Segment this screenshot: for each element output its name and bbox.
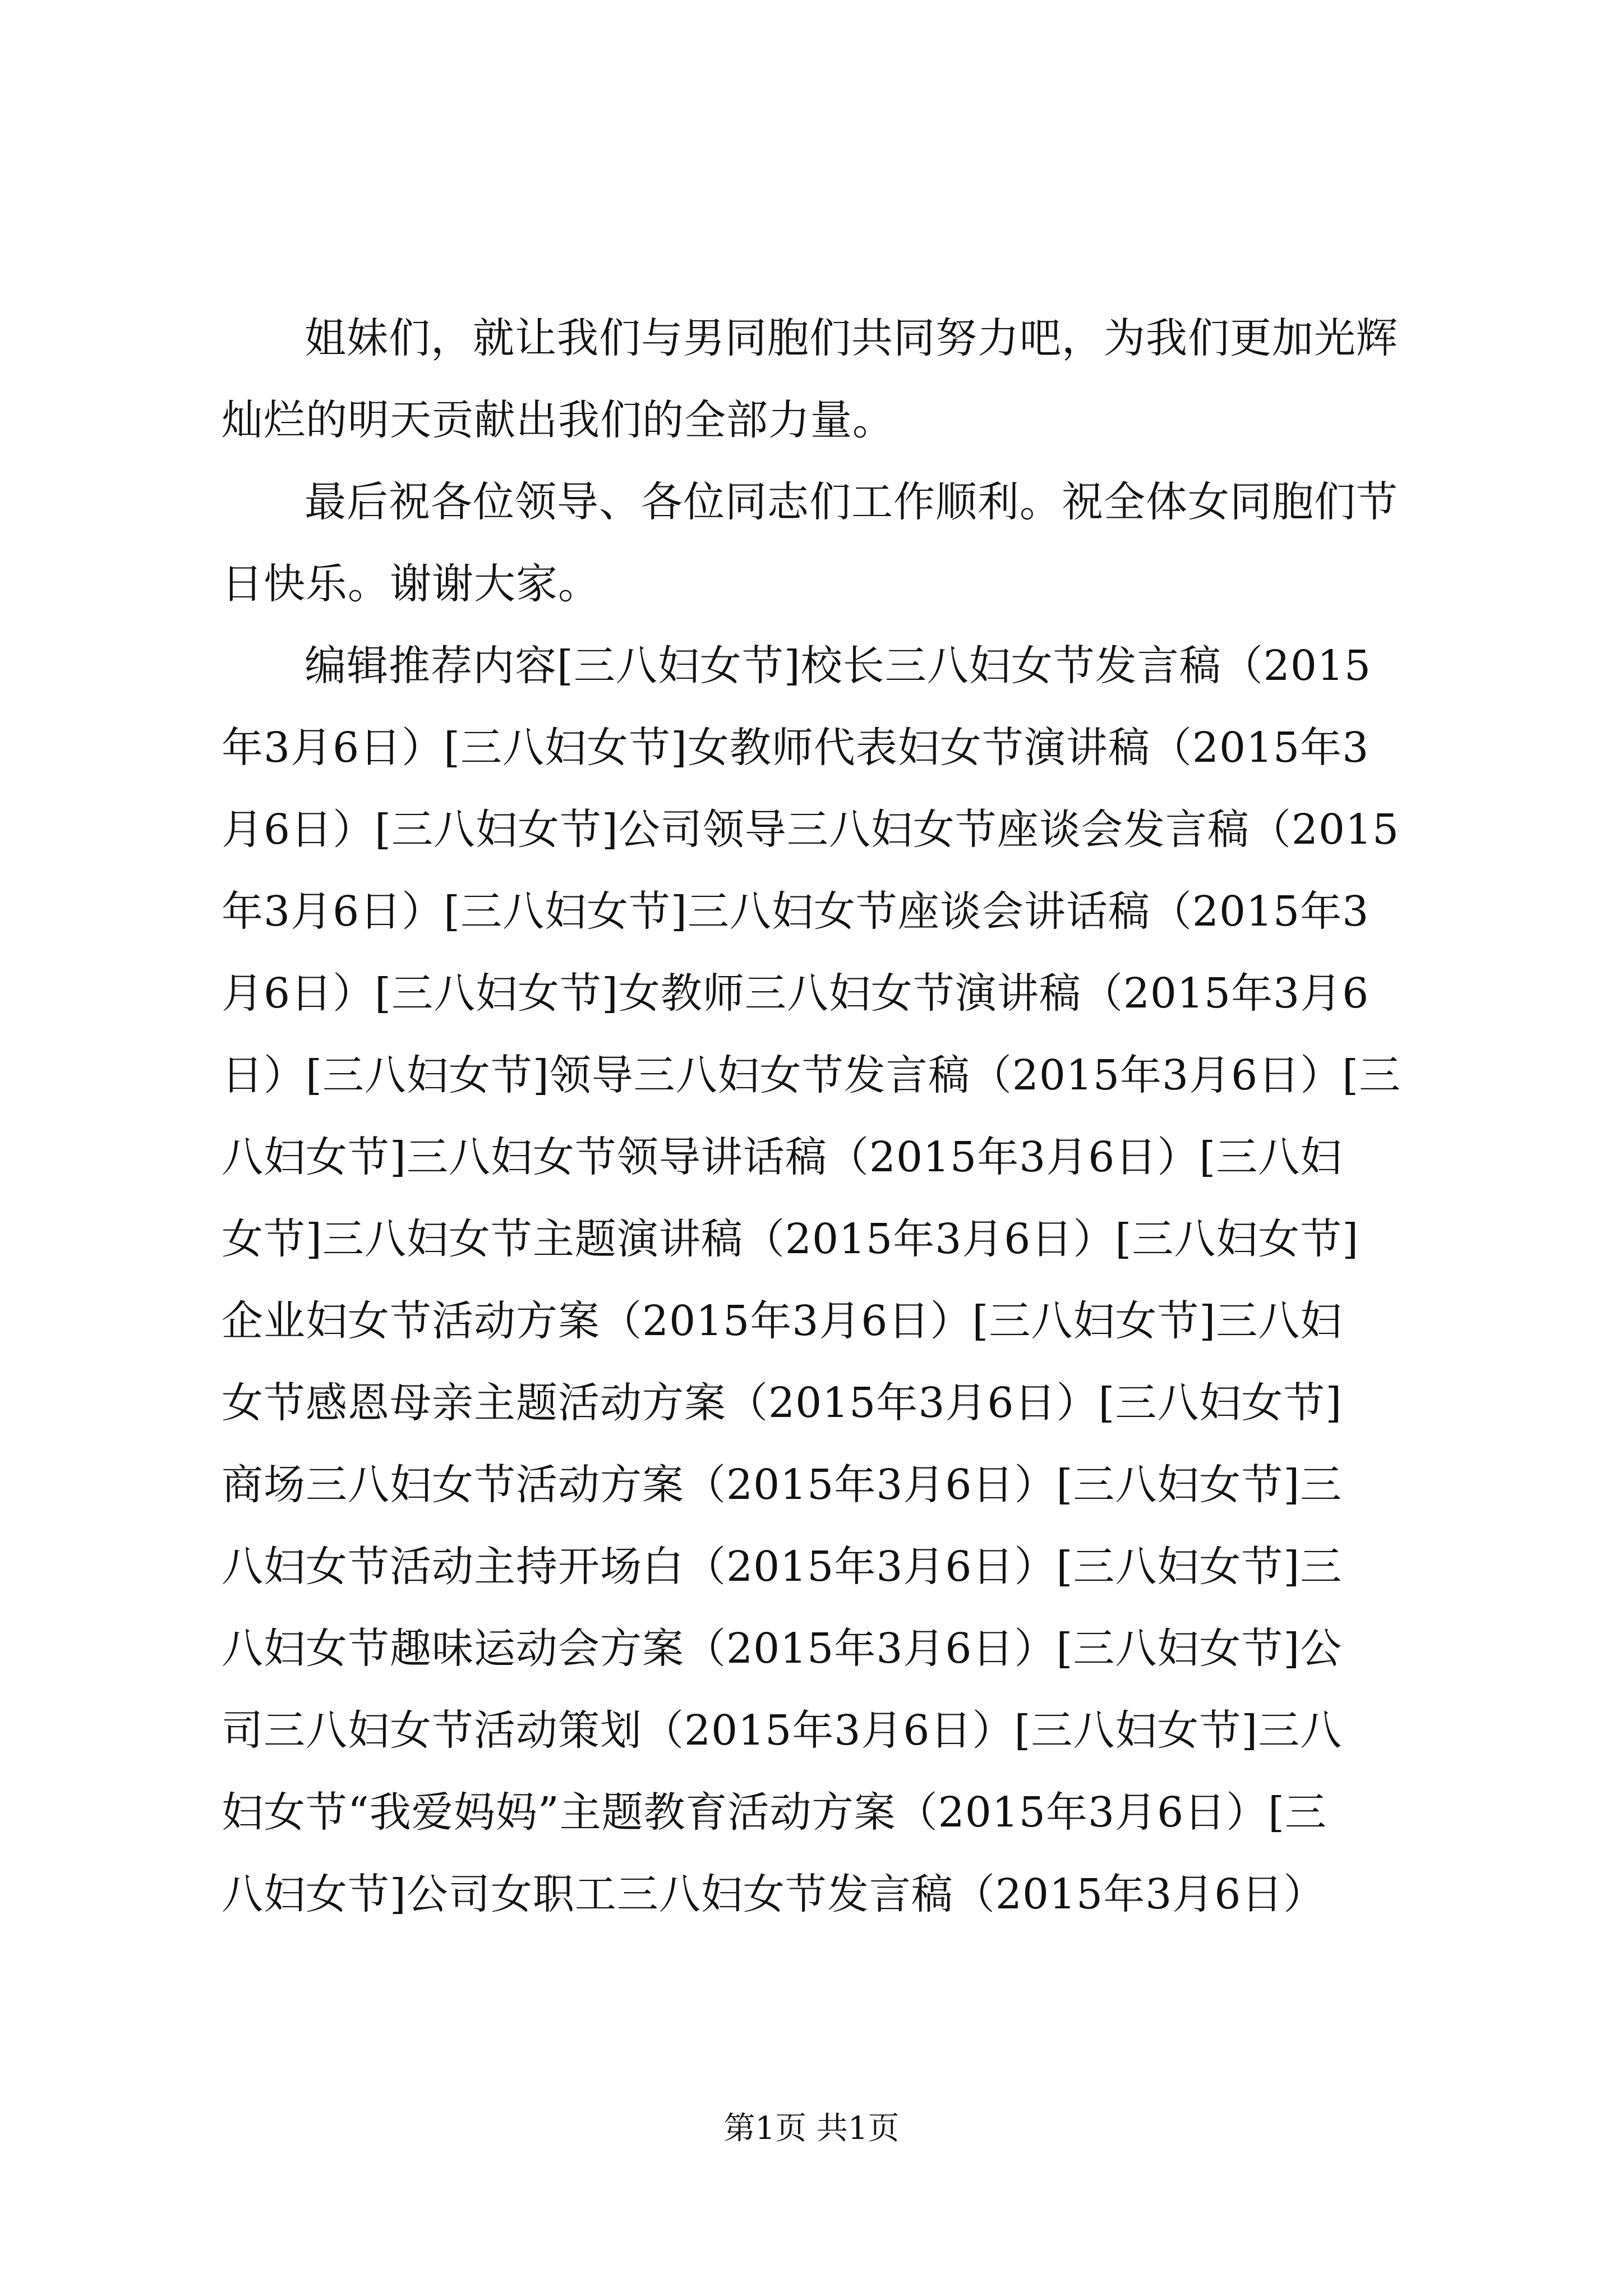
page-number: 第1页 共1页	[723, 2110, 900, 2147]
text-line: 八妇女节]三八妇女节领导讲话稿（2015年3月6日）[三八妇	[222, 1133, 1343, 1181]
text-line: 八妇女节趣味运动会方案（2015年3月6日）[三八妇女节]公	[222, 1625, 1343, 1673]
text-line: 最后祝各位领导、各位同志们工作顺利。祝全体女同胞们节	[305, 478, 1398, 526]
text-line: 八妇女节活动主持开场白（2015年3月6日）[三八妇女节]三	[222, 1543, 1343, 1591]
paragraph-closing-appeal	[222, 297, 1427, 461]
text-line: 月6日）[三八妇女节]公司领导三八妇女节座谈会发言稿（2015	[222, 806, 1400, 854]
text-line: 日）[三八妇女节]领导三八妇女节发言稿（2015年3月6日）[三	[222, 1051, 1401, 1099]
text-line: 年3月6日）[三八妇女节]女教师代表妇女节演讲稿（2015年3	[222, 724, 1370, 772]
document-body	[222, 297, 1427, 1935]
text-line: 女节感恩母亲主题活动方案（2015年3月6日）[三八妇女节]	[222, 1379, 1343, 1427]
text-line: 日快乐。谢谢大家。	[222, 560, 600, 608]
text-line: 编辑推荐内容[三八妇女节]校长三八妇女节发言稿（2015	[305, 642, 1372, 690]
paragraph-closing-wishes	[222, 461, 1427, 625]
text-line: 月6日）[三八妇女节]女教师三八妇女节演讲稿（2015年3月6	[222, 969, 1370, 1018]
text-line: 八妇女节]公司女职工三八妇女节发言稿（2015年3月6日）	[222, 1870, 1326, 1918]
text-line: 女节]三八妇女节主题演讲稿（2015年3月6日）[三八妇女节]	[222, 1215, 1359, 1263]
paragraph-recommended-content	[222, 625, 1427, 1935]
text-line: 司三八妇女节活动策划（2015年3月6日）[三八妇女节]三八	[222, 1706, 1343, 1755]
text-line: 企业妇女节活动方案（2015年3月6日）[三八妇女节]三八妇	[222, 1297, 1343, 1345]
page-footer	[0, 2109, 1623, 2148]
text-line: 姐妹们，就让我们与男同胞们共同努力吧，为我们更加光辉	[305, 314, 1398, 362]
text-line: 妇女节“我爱妈妈”主题教育活动方案（2015年3月6日）[三	[222, 1788, 1327, 1837]
text-line: 灿烂的明天贡献出我们的全部力量。	[222, 396, 895, 444]
text-line: 年3月6日）[三八妇女节]三八妇女节座谈会讲话稿（2015年3	[222, 887, 1370, 936]
text-line: 商场三八妇女节活动方案（2015年3月6日）[三八妇女节]三	[222, 1461, 1343, 1509]
